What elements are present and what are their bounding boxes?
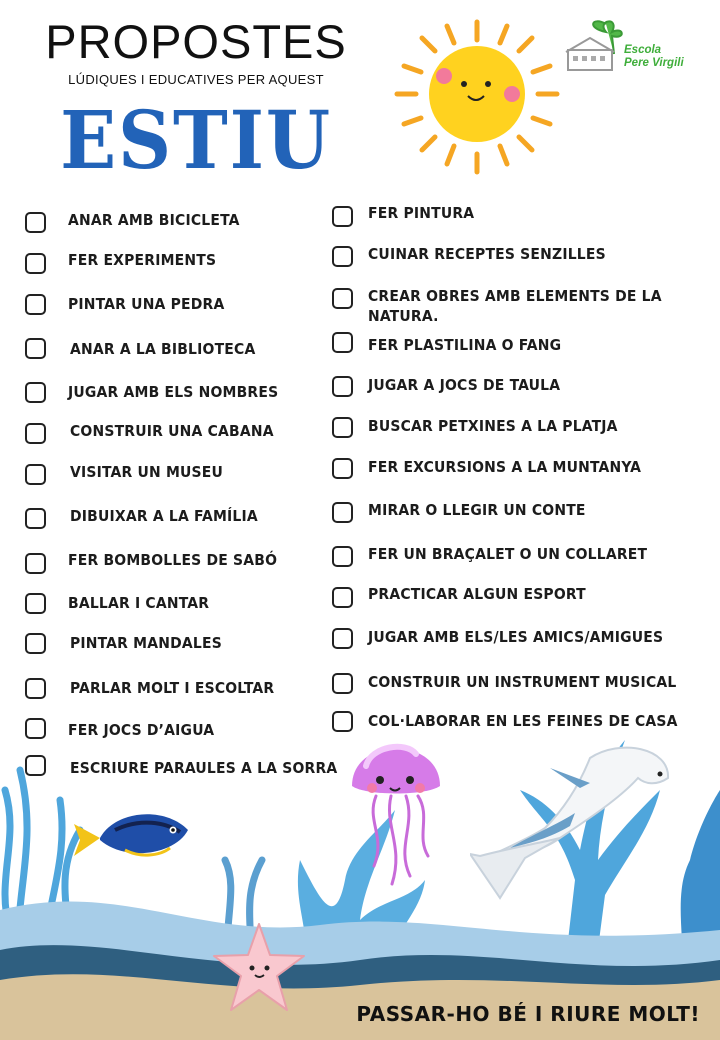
jellyfish-icon: [346, 726, 446, 891]
item-label: PINTAR UNA PEDRA: [68, 295, 225, 313]
checkbox[interactable]: [332, 673, 353, 694]
page-title: PROPOSTES: [45, 15, 347, 68]
checkbox[interactable]: [332, 628, 353, 649]
checkbox[interactable]: [25, 508, 46, 529]
item-label: ESCRIURE PARAULES A LA SORRA: [70, 759, 338, 777]
item-label: CREAR OBRES AMB ELEMENTS DE LA NATURA.: [368, 287, 662, 325]
item-label: PARLAR MOLT I ESCOLTAR: [70, 679, 275, 697]
item-label: BUSCAR PETXINES A LA PLATJA: [368, 417, 618, 435]
checkbox[interactable]: [25, 253, 46, 274]
footer-message: PASSAR-HO BÉ I RIURE MOLT!: [356, 1002, 700, 1026]
checkbox[interactable]: [25, 464, 46, 485]
item-label: PINTAR MANDALES: [70, 634, 222, 652]
checkbox[interactable]: [25, 633, 46, 654]
checkbox[interactable]: [25, 338, 46, 359]
item-label: ANAR AMB BICICLETA: [68, 211, 240, 229]
item-label: FER JOCS D’AIGUA: [68, 721, 215, 739]
sun-icon: [392, 14, 562, 179]
checkbox[interactable]: [25, 553, 46, 574]
checkbox[interactable]: [332, 376, 353, 397]
checkbox[interactable]: [25, 718, 46, 739]
checkbox[interactable]: [25, 678, 46, 699]
fish-icon: [70, 800, 195, 870]
item-label: ANAR A LA BIBLIOTECA: [70, 340, 256, 358]
item-label: CONSTRUIR UN INSTRUMENT MUSICAL: [368, 673, 677, 691]
checkbox[interactable]: [332, 288, 353, 309]
school-logo-text: [624, 44, 684, 70]
checkbox[interactable]: [25, 423, 46, 444]
shark-icon: [470, 738, 680, 913]
item-label: CUINAR RECEPTES SENZILLES: [368, 245, 606, 263]
item-label: FER UN BRAÇALET O UN COLLARET: [368, 545, 648, 563]
checkbox[interactable]: [25, 382, 46, 403]
item-label: JUGAR AMB ELS NOMBRES: [68, 383, 279, 401]
item-label: COL·LABORAR EN LES FEINES DE CASA: [368, 712, 678, 730]
season-title: ESTIU: [60, 93, 332, 187]
checkbox[interactable]: [25, 755, 46, 776]
starfish-icon: [212, 920, 307, 1015]
item-label: DIBUIXAR A LA FAMÍLIA: [70, 507, 258, 525]
checkbox[interactable]: [332, 206, 353, 227]
item-label: BALLAR I CANTAR: [68, 594, 210, 612]
checkbox[interactable]: [332, 546, 353, 567]
checkbox[interactable]: [332, 458, 353, 479]
checkbox[interactable]: [332, 332, 353, 353]
checkbox[interactable]: [25, 593, 46, 614]
logo-line2: Pere Virgili: [624, 57, 684, 69]
logo-line1: Escola: [624, 44, 662, 56]
checkbox[interactable]: [25, 212, 46, 233]
item-label: MIRAR O LLEGIR UN CONTE: [368, 501, 586, 519]
checkbox[interactable]: [332, 417, 353, 438]
item-label: FER BOMBOLLES DE SABÓ: [68, 551, 278, 569]
item-label: FER EXCURSIONS A LA MUNTANYA: [368, 458, 642, 476]
item-label: CONSTRUIR UNA CABANA: [70, 422, 274, 440]
item-label: JUGAR AMB ELS/LES AMICS/AMIGUES: [368, 628, 664, 646]
item-label: FER PLASTILINA O FANG: [368, 336, 562, 354]
item-label: VISITAR UN MUSEU: [70, 463, 224, 481]
item-label: PRACTICAR ALGUN ESPORT: [368, 585, 586, 603]
checkbox[interactable]: [332, 502, 353, 523]
checkbox[interactable]: [332, 246, 353, 267]
item-label: FER EXPERIMENTS: [68, 251, 217, 269]
checkbox[interactable]: [25, 294, 46, 315]
item-label: JUGAR A JOCS DE TAULA: [368, 376, 561, 394]
item-label: FER PINTURA: [368, 204, 475, 222]
page-subtitle: LÚDIQUES I EDUCATIVES PER AQUEST: [68, 72, 324, 87]
school-logo-icon: [562, 14, 626, 76]
checkbox[interactable]: [332, 587, 353, 608]
